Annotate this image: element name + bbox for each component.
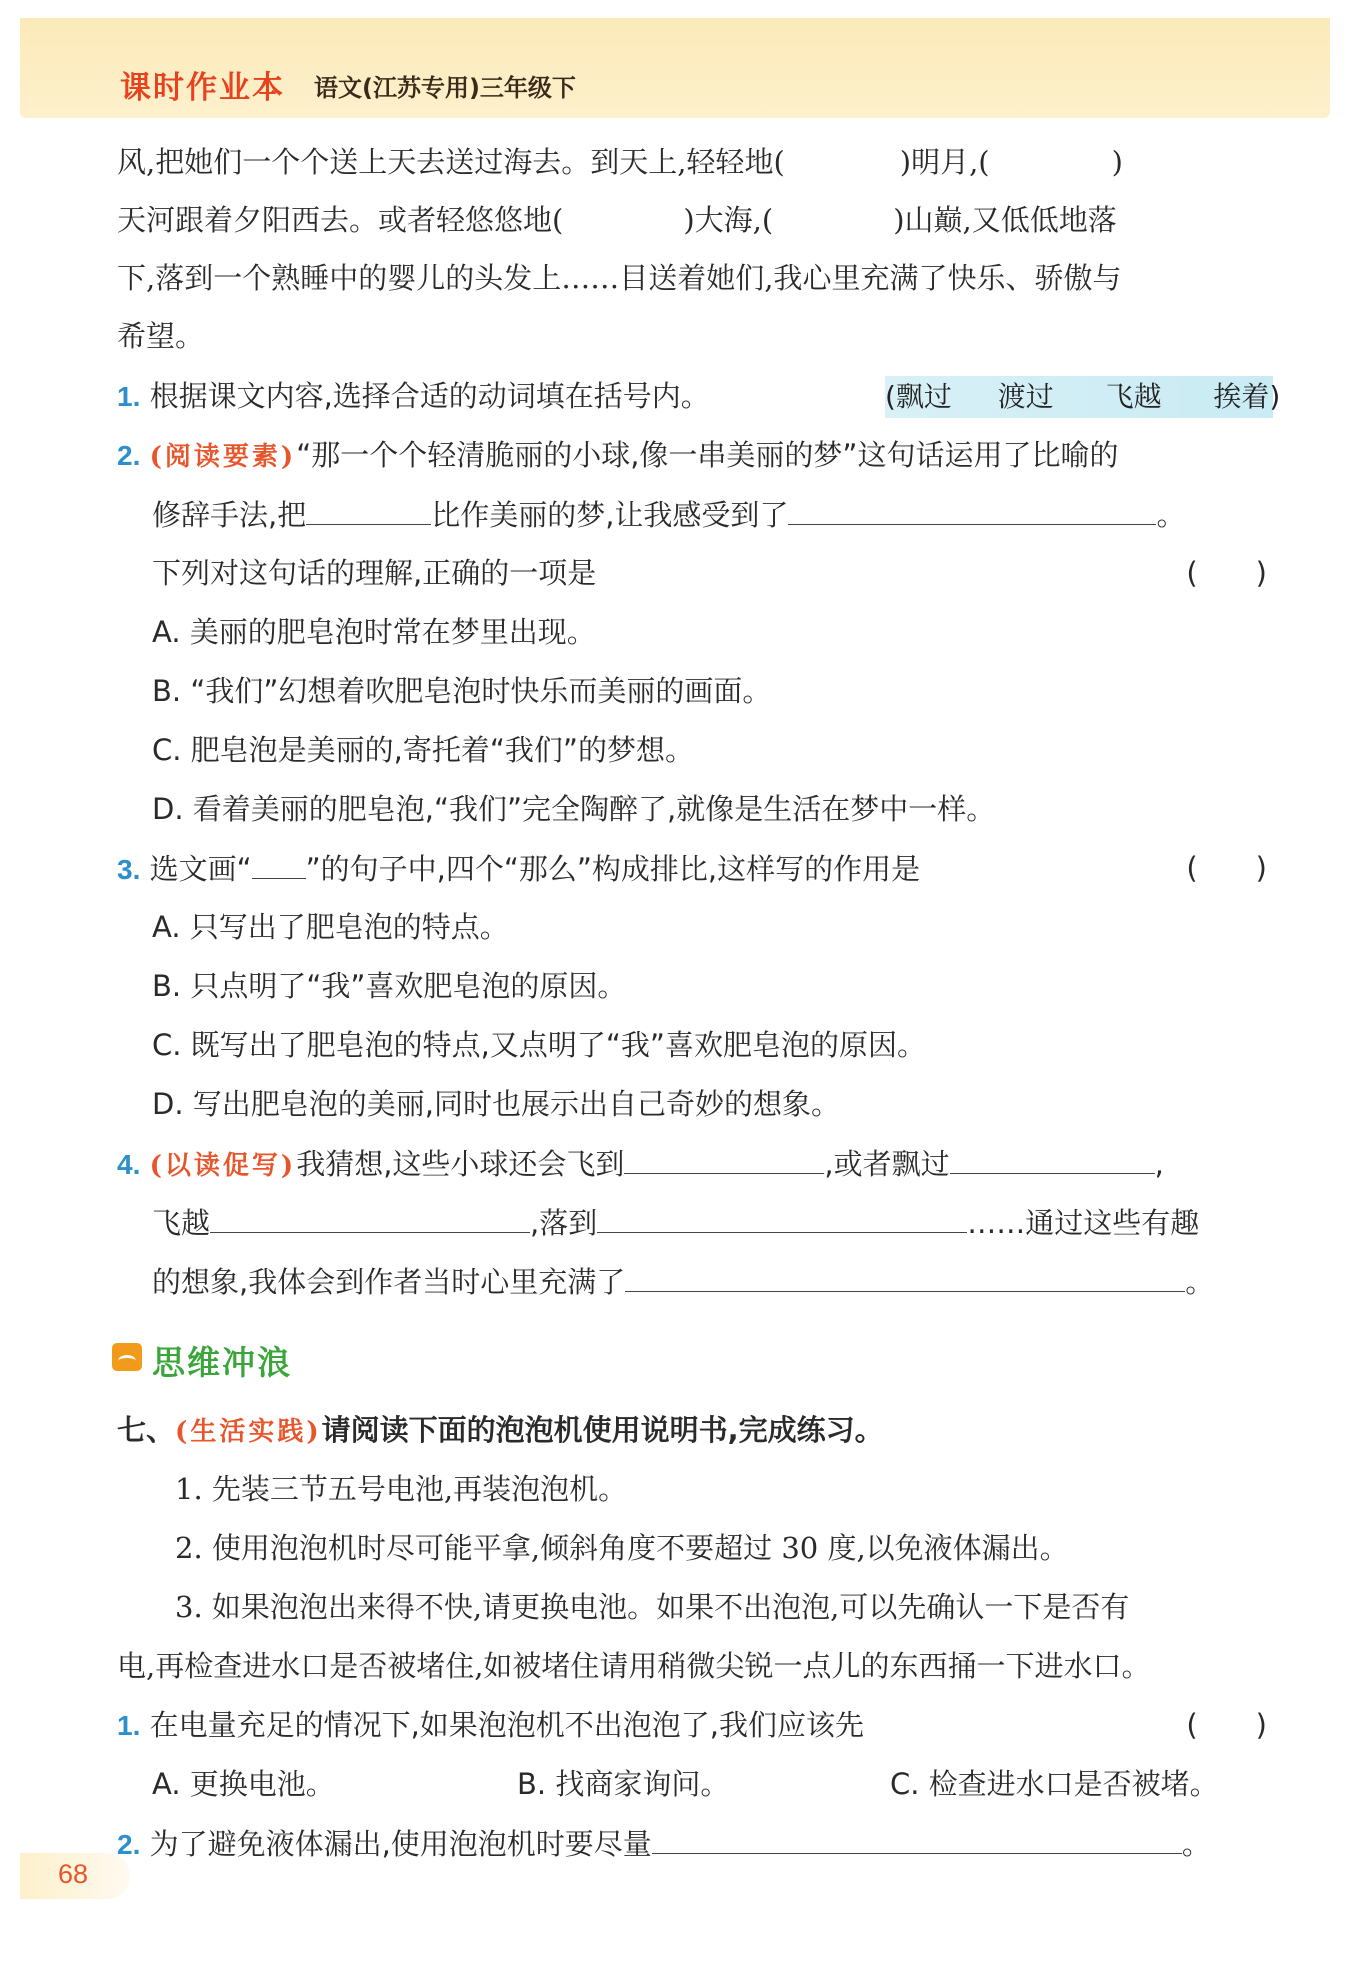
answer-blank[interactable] bbox=[652, 1823, 1182, 1854]
passage-text: 天河跟着夕阳西去。或者轻悠悠地( bbox=[117, 203, 564, 237]
answer-paren[interactable]: ( ) bbox=[1186, 556, 1267, 590]
underline-mark bbox=[252, 848, 306, 879]
passage-text: 风,把她们一个个送上天去送过海去。到天上,轻轻地( bbox=[117, 145, 785, 179]
question-text: 根据课文内容,选择合适的动词填在括号内。 bbox=[149, 379, 710, 413]
question-text: 。 bbox=[1181, 1827, 1211, 1861]
option: C. 既写出了肥皂泡的特点,又点明了“我”喜欢肥皂泡的原因。 bbox=[152, 1028, 926, 1062]
question-4 bbox=[117, 1143, 1267, 1183]
question-4-line-2 bbox=[152, 1202, 1302, 1242]
question-7-1 bbox=[117, 1705, 1267, 1745]
option: D. 写出肥皂泡的美丽,同时也展示出自己奇妙的想象。 bbox=[152, 1087, 840, 1121]
page-number: 68 bbox=[58, 1859, 89, 1889]
option: C. 检查进水口是否被堵。 bbox=[890, 1767, 1219, 1801]
question-text: 在电量充足的情况下,如果泡泡机不出泡泡了,我们应该先 bbox=[149, 1708, 865, 1742]
passage-line-2 bbox=[117, 200, 1267, 240]
question-number: 4. bbox=[117, 1149, 141, 1180]
question-number: 2. bbox=[117, 440, 141, 471]
word-bank bbox=[885, 376, 1281, 418]
question-7-1-options bbox=[152, 1764, 1302, 1804]
passage-text: ) bbox=[1111, 145, 1123, 179]
question-text: 为了避免液体漏出,使用泡泡机时要尽量 bbox=[149, 1827, 652, 1861]
question-text: 的想象,我体会到作者当时心里充满了 bbox=[152, 1265, 626, 1299]
passage-line-3: 下,落到一个熟睡中的婴儿的头发上……目送着她们,我心里充满了快乐、骄傲与 bbox=[117, 261, 1122, 295]
answer-blank[interactable] bbox=[624, 1143, 824, 1174]
passage-line-1 bbox=[117, 142, 1267, 182]
question-3 bbox=[117, 848, 1267, 888]
question-tag: (阅读要素) bbox=[149, 442, 297, 472]
word-bank-item: 飞越 bbox=[1105, 380, 1162, 413]
answer-blank[interactable] bbox=[788, 494, 1156, 525]
option: C. 肥皂泡是美丽的,寄托着“我们”的梦想。 bbox=[152, 733, 694, 767]
question-text: 请阅读下面的泡泡机使用说明书,完成练习。 bbox=[321, 1413, 884, 1447]
instruction-line: 电,再检查进水口是否被堵住,如被堵住请用稍微尖锐一点儿的东西捅一下进水口。 bbox=[117, 1649, 1151, 1683]
question-text: 修辞手法,把 bbox=[152, 498, 307, 532]
instruction-line: 2. 使用泡泡机时尽可能平拿,倾斜角度不要超过 30 度,以免液体漏出。 bbox=[175, 1531, 1069, 1565]
subject-label: 语文(江苏专用)三年级下 bbox=[314, 74, 576, 102]
question-number: 1. bbox=[117, 381, 141, 412]
question-text: ”的句子中,四个“那么”构成排比,这样写的作用是 bbox=[305, 852, 921, 886]
section-title: 思维冲浪 bbox=[152, 1343, 292, 1382]
question-text: ,落到 bbox=[530, 1206, 598, 1240]
question-text: 。 bbox=[1156, 498, 1186, 532]
question-7 bbox=[117, 1410, 1267, 1450]
instruction-line: 1. 先装三节五号电池,再装泡泡机。 bbox=[175, 1472, 628, 1506]
passage-text: )明月,( bbox=[899, 145, 990, 179]
question-text: 比作美丽的梦,让我感受到了 bbox=[431, 498, 789, 532]
question-tag: (生活实践) bbox=[175, 1417, 322, 1447]
option: D. 看着美丽的肥皂泡,“我们”完全陶醉了,就像是生活在梦中一样。 bbox=[152, 792, 996, 826]
question-text: 。 bbox=[1185, 1265, 1215, 1299]
option: B. “我们”幻想着吹肥皂泡时快乐而美丽的画面。 bbox=[152, 674, 772, 708]
question-text: 选文画“ bbox=[149, 852, 252, 886]
option: A. 更换电池。 bbox=[152, 1767, 335, 1801]
option: B. 只点明了“我”喜欢肥皂泡的原因。 bbox=[152, 969, 627, 1003]
passage-text: )大海,( bbox=[683, 203, 774, 237]
answer-blank[interactable] bbox=[210, 1202, 530, 1233]
question-number: 1. bbox=[117, 1710, 141, 1741]
option: B. 找商家询问。 bbox=[517, 1767, 730, 1801]
answer-paren[interactable]: ( ) bbox=[1186, 1708, 1267, 1742]
option: A. 美丽的肥皂泡时常在梦里出现。 bbox=[152, 615, 596, 649]
question-tag: (以读促写) bbox=[149, 1151, 297, 1181]
question-number: 2. bbox=[117, 1829, 141, 1860]
question-text: 我猜想,这些小球还会飞到 bbox=[296, 1147, 625, 1181]
question-text: , bbox=[1154, 1147, 1164, 1181]
question-text: “那一个个轻清脆丽的小球,像一串美丽的梦”这句话运用了比喻的 bbox=[296, 438, 1119, 472]
answer-blank[interactable] bbox=[625, 1261, 1185, 1292]
question-text: 下列对这句话的理解,正确的一项是 bbox=[152, 556, 597, 590]
question-2 bbox=[117, 435, 1267, 475]
question-number: 七、 bbox=[117, 1413, 176, 1447]
option: A. 只写出了肥皂泡的特点。 bbox=[152, 910, 509, 944]
question-text: 飞越 bbox=[152, 1206, 211, 1240]
question-text: ,或者飘过 bbox=[824, 1147, 950, 1181]
passage-text: )山巅,又低低地落 bbox=[893, 203, 1117, 237]
wave-icon bbox=[112, 1343, 142, 1371]
answer-blank[interactable] bbox=[306, 494, 431, 525]
word-bank-item: (飘过 bbox=[885, 380, 952, 413]
answer-blank[interactable] bbox=[597, 1202, 967, 1233]
brand-title: 课时作业本 bbox=[120, 70, 285, 106]
question-2-line-3 bbox=[152, 553, 1267, 593]
question-2-line-2 bbox=[152, 494, 1302, 534]
word-bank-item: 渡过 bbox=[997, 380, 1054, 413]
question-number: 3. bbox=[117, 854, 141, 885]
page-number-tab bbox=[20, 1853, 130, 1899]
word-bank-item: 挨着) bbox=[1213, 380, 1281, 413]
question-4-line-3 bbox=[152, 1261, 1302, 1301]
instruction-line: 3. 如果泡泡出来得不快,请更换电池。如果不出泡泡,可以先确认一下是否有 bbox=[175, 1590, 1130, 1624]
question-7-2 bbox=[117, 1823, 1267, 1863]
question-text: ……通过这些有趣 bbox=[967, 1206, 1200, 1240]
answer-paren[interactable]: ( ) bbox=[1186, 851, 1267, 885]
answer-blank[interactable] bbox=[950, 1143, 1155, 1174]
passage-line-4: 希望。 bbox=[117, 319, 205, 353]
